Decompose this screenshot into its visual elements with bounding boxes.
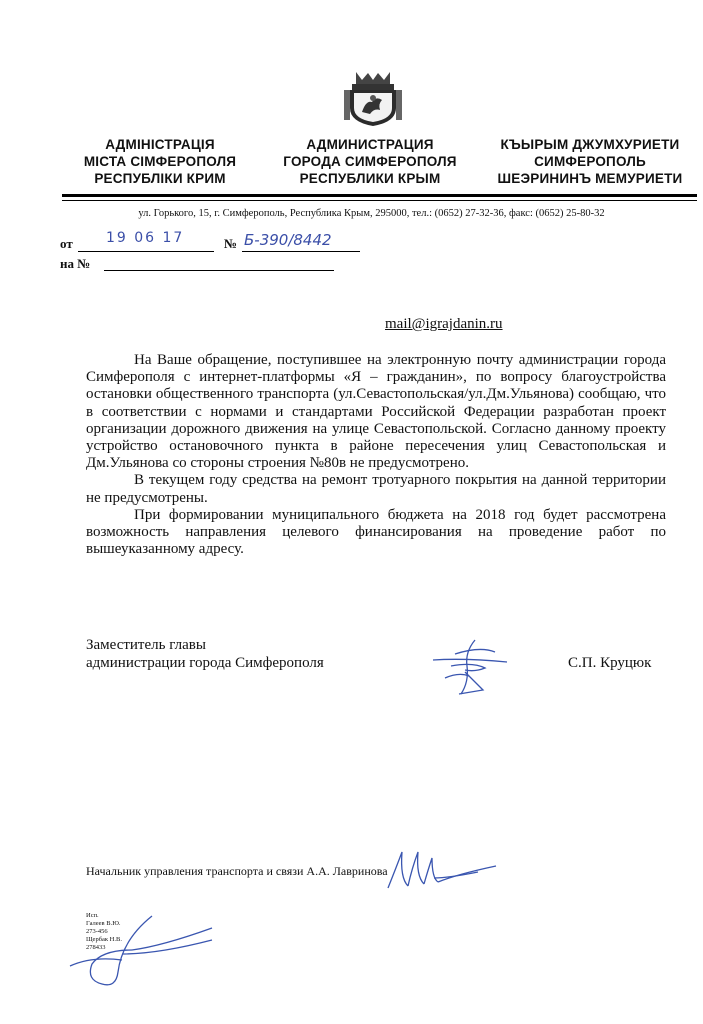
letter-body xyxy=(86,352,666,558)
signatory-position xyxy=(86,636,324,672)
signature-mark-icon xyxy=(425,632,515,702)
header-rule-thin xyxy=(62,200,697,201)
position-line2: администрации города Симферополя xyxy=(86,655,324,671)
header-ua-line3: РЕСПУБЛІКИ КРИМ xyxy=(94,171,226,186)
number-underline xyxy=(242,251,360,252)
header-ru-line2: ГОРОДА СИМФЕРОПОЛЯ xyxy=(283,154,457,169)
paragraph-3: При формировании муниципального бюджета на 2018 год будет рассмотрена возможность направления целевого финансирования на проведение работ по вышеуказанному адресу. xyxy=(86,506,666,558)
position-line1: Заместитель главы xyxy=(86,637,206,653)
coat-of-arms-icon xyxy=(342,70,404,126)
header-rule-thick xyxy=(62,194,697,197)
executor-1-name: Галеев В.Ю. xyxy=(86,920,121,927)
paragraph-1: На Ваше обращение, поступившее на электронную почту администрации города Симферополя с интернет-платформы «Я – гражданин», по вопросу благоустройства остановки общественного транспорта (ул.Севастопольская/ул.Дм.Ульянова) сообщаю, что в соответствии с нормами и стандартами Российской Федерации разработан проект организации дорожного движения на улице Севастопольской. Согласно данному проекту устройство остановочного пункта в районе пересечения улиц Севастопольская и Дм.Ульянова со стороны строения №80в не предусмотрено. xyxy=(86,352,666,472)
ref-underline xyxy=(104,270,334,271)
executor-2-name: Щербак Н.В. xyxy=(86,936,122,943)
registration-date: 19 06 17 xyxy=(106,230,185,246)
approval-signature-icon xyxy=(378,838,508,898)
executors-label: Исп. xyxy=(86,912,99,919)
approval-line: Начальник управления транспорта и связи А.А. Лавринова xyxy=(86,864,388,878)
header-crh-line3: ШЕЭРИНИНЪ МЕМУРИЕТИ xyxy=(497,171,683,186)
header-ru-line1: АДМИНИСТРАЦИЯ xyxy=(306,137,434,152)
header-address: ул. Горького, 15, г. Симферополь, Республика Крым, 295000, тел.: (0652) 27-32-36, факс: (0652) 25-80-32 xyxy=(138,208,605,219)
date-underline xyxy=(78,251,214,252)
header-ua xyxy=(70,136,250,187)
from-label: от xyxy=(60,236,73,251)
header-crh xyxy=(482,136,698,187)
header-ua-line1: АДМІНІСТРАЦІЯ xyxy=(105,137,215,152)
header-ua-line2: МІСТА СІМФЕРОПОЛЯ xyxy=(83,154,237,169)
ref-label: на № xyxy=(60,256,91,271)
paragraph-2: В текущем году средства на ремонт тротуарного покрытия на данной территории не предусмотрены. xyxy=(86,472,666,506)
header-crh-line1: КЪЫРЫМ ДЖУМХУРИЕТИ xyxy=(500,137,680,152)
executor-signature-icon xyxy=(62,910,222,990)
signatory-name: С.П. Круцюк xyxy=(568,655,652,671)
executor-1-phone: 273-456 xyxy=(86,928,108,935)
number-label: № xyxy=(224,236,238,251)
header-ru xyxy=(272,136,468,187)
header-ru-line3: РЕСПУБЛИКИ КРЫМ xyxy=(299,171,441,186)
header-crh-line2: СИМФЕРОПОЛЬ xyxy=(534,154,646,169)
registration-number: Б-390/8442 xyxy=(244,231,332,249)
executor-2-phone: 278433 xyxy=(86,944,106,951)
recipient-email: mail@igrajdanin.ru xyxy=(385,316,503,332)
